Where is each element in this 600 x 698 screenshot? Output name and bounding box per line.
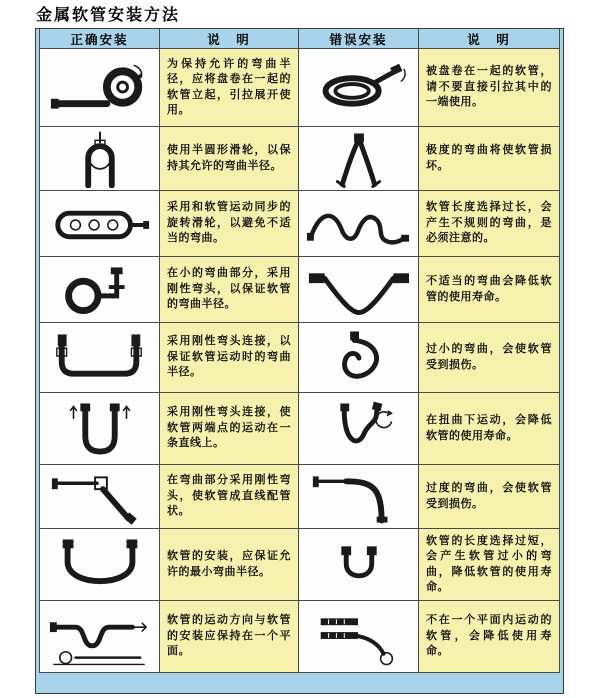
correct-image-cell-8	[40, 529, 160, 601]
page-title: 金属软管安装方法	[36, 7, 181, 24]
correct-desc-6: 采用刚性弯头连接，使软管两端点的运动在一条直线上。	[167, 406, 291, 450]
correct-desc-cell-5	[160, 323, 299, 393]
correct-desc-9: 软管的运动方向与软管的安装应保持在一个平面。	[167, 614, 291, 658]
excessive-bend-elbowless-icon	[305, 469, 413, 525]
correct-desc-cell-9	[160, 601, 299, 673]
synchronized-roller-track-icon	[46, 195, 154, 253]
correct-image-cell-1	[40, 49, 160, 127]
single-plane-motion-hose-icon	[46, 606, 154, 668]
wrong-desc-3: 软管长度选择过长，会产生不规则的弯曲，是必须注意的。	[426, 201, 552, 245]
too-short-narrow-u-icon	[305, 534, 413, 596]
flat-coil-pulled-end-icon	[305, 57, 413, 119]
correct-image-cell-5	[40, 323, 160, 393]
wrong-desc-cell-3	[419, 191, 560, 257]
wrong-desc-6: 在扭曲下运动，会降低软管的使用寿命。	[426, 414, 552, 442]
correct-desc-3: 采用和软管运动同步的旋转滑轮，以避免不适当的弯曲。	[167, 201, 291, 245]
correct-desc-cell-8	[160, 529, 299, 601]
header-correct-install: 正确安装	[40, 29, 160, 49]
correct-image-cell-2	[40, 127, 160, 191]
correct-image-cell-9	[40, 601, 160, 673]
correct-desc-cell-2	[160, 127, 299, 191]
wrong-desc-cell-5	[419, 323, 560, 393]
upright-coil-hose-icon	[46, 57, 154, 119]
rigid-elbow-connection-icon	[46, 328, 154, 388]
installation-table-panel	[35, 28, 564, 694]
correct-desc-cell-1	[160, 49, 299, 127]
wrong-image-cell-7	[299, 465, 419, 529]
correct-desc-cell-6	[160, 393, 299, 465]
wrong-desc-cell-7	[419, 465, 560, 529]
correct-desc-5: 采用刚性弯头连接，以保证软管运动时的弯曲半径。	[167, 335, 291, 379]
correct-desc-8: 软管的安装，应保证允许的最小弯曲半径。	[167, 550, 291, 578]
wrong-desc-cell-1	[419, 49, 560, 127]
wrong-desc-8: 软管的长度选择过短，会产生软管过小的弯曲，降低软管的使用寿命。	[426, 534, 552, 593]
too-small-bend-hook-hose-icon	[305, 328, 413, 388]
correct-desc-cell-3	[160, 191, 299, 257]
out-of-plane-motion-hose-icon	[305, 606, 413, 668]
wrong-desc-cell-4	[419, 257, 560, 323]
wrong-desc-cell-9	[419, 601, 560, 673]
wrong-desc-cell-6	[419, 393, 560, 465]
wrong-image-cell-5	[299, 323, 419, 393]
correct-desc-1: 为保持允许的弯曲半径，应将盘卷在一起的软管立起，引拉展开使用。	[167, 57, 291, 116]
correct-image-cell-4	[40, 257, 160, 323]
wrong-image-cell-3	[299, 191, 419, 257]
correct-image-cell-3	[40, 191, 160, 257]
straight-piping-elbow-icon	[46, 469, 154, 525]
correct-desc-4: 在小的弯曲部分，采用刚性弯头，以保证软管的弯曲半径。	[167, 267, 291, 311]
twisted-motion-hose-icon	[305, 398, 413, 460]
wrong-desc-1: 被盘卷在一起的软管，请不要直接引拉其中的一端使用。	[426, 65, 552, 109]
minimum-bend-radius-u-icon	[46, 534, 154, 596]
header-description-1: 说 明	[160, 29, 299, 49]
wrong-image-cell-6	[299, 393, 419, 465]
correct-desc-2: 使用半圆形滑轮，以保持其允许的弯曲半径。	[167, 144, 291, 172]
correct-desc-cell-7	[160, 465, 299, 529]
wrong-image-cell-8	[299, 529, 419, 601]
wrong-desc-7: 过度的弯曲，会使软管受到损伤。	[426, 482, 552, 510]
wrong-desc-9: 不在一个平面内运动的软管，会降低使用寿命。	[426, 614, 552, 658]
wrong-desc-cell-2	[419, 127, 560, 191]
correct-desc-7: 在弯曲部分采用刚性弯头，使软管成直线配管状。	[167, 474, 291, 518]
correct-image-cell-6	[40, 393, 160, 465]
extreme-sharp-bend-hose-icon	[305, 130, 413, 188]
wrong-image-cell-1	[299, 49, 419, 127]
wrong-desc-4: 不适当的弯曲会降低软管的使用寿命。	[426, 275, 552, 303]
correct-desc-cell-4	[160, 257, 299, 323]
installation-table	[39, 29, 560, 673]
wrong-image-cell-4	[299, 257, 419, 323]
overlong-irregular-bend-hose-icon	[305, 195, 413, 253]
wrong-desc-cell-8	[419, 529, 560, 601]
header-wrong-install: 错误安装	[299, 29, 419, 49]
wrong-desc-5: 过小的弯曲，会使软管受到损伤。	[426, 343, 552, 371]
inline-motion-u-hose-icon	[46, 398, 154, 460]
improper-v-bend-hose-icon	[305, 261, 413, 319]
wrong-image-cell-2	[299, 127, 419, 191]
correct-image-cell-7	[40, 465, 160, 529]
wrong-desc-2: 极度的弯曲将使软管损坏。	[426, 144, 552, 172]
semicircular-pulley-hose-icon	[46, 130, 154, 188]
header-description-2: 说 明	[419, 29, 560, 49]
rigid-elbow-small-bend-icon	[46, 261, 154, 319]
wrong-image-cell-9	[299, 601, 419, 673]
